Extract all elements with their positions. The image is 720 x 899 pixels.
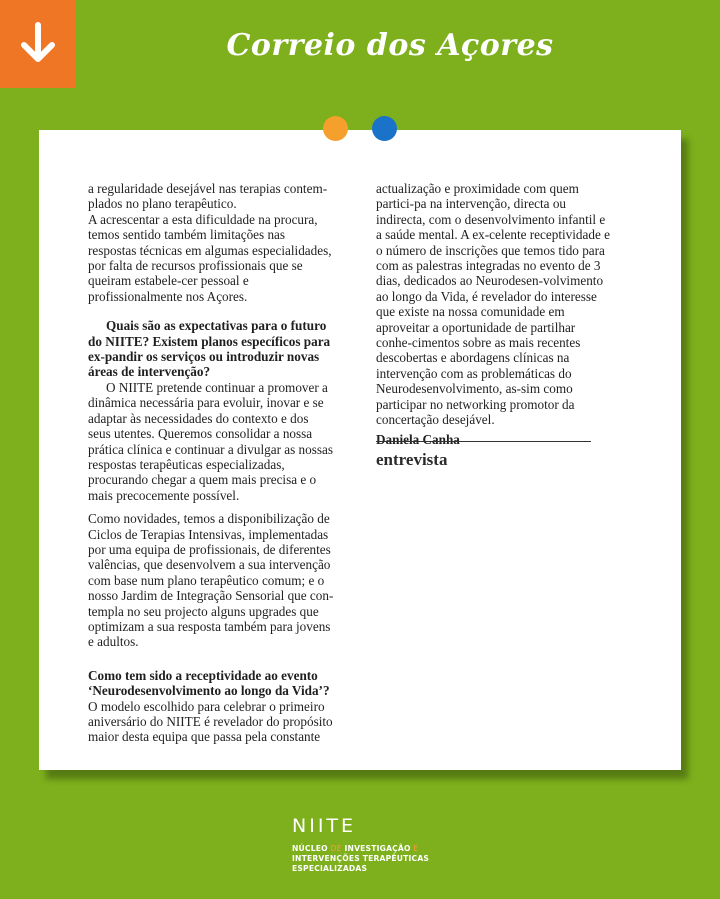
tagline-accent: DE: [330, 844, 342, 853]
section-divider: [376, 441, 591, 442]
tagline-text: INTERVENÇÕES TERAPÊUTICAS: [292, 854, 430, 863]
interview-question: Quais são as expectativas para o futuro do NIITE? Existem planos específicos para ex-pandir os serviços ou introduzir novas áreas de intervenção?: [88, 318, 331, 380]
orange-dot: [323, 116, 348, 141]
tagline-accent: E: [413, 844, 419, 853]
paragraph: A acrescentar a esta dificuldade na procura, temos sentido também limitações nas respostas técnicas em algumas especialidades, por falta de recursos profissionais que se queiram estabele-cer pessoal e profissionalmente nos Açores.: [88, 211, 332, 304]
paragraph: actualização e proximidade com quem partici-pa na intervenção, directa ou indirecta, com o desenvolvimento infantil e a saúde mental. A ex-celente receptividade e o número de inscrições que temos tido para com as palestras integradas no evento de 3 dias, dedicados ao Neurodesen-volvimento ao longo da Vida, é revelador do interesse que existe na nossa comunidade em aproveitar a oportunidade de partilhar conhe-cimentos sobre as mais recentes descobertas e abordagens clínicas na intervenção com as problemáticas do Neurodesenvolvimento, as-sim como participar no networking promotor da concertação desejável.: [376, 181, 610, 428]
paragraph: Como novidades, temos a disponibilização de Ciclos de Terapias Intensivas, implementadas por uma equipa de profissionais, de diferentes valências, que desenvolvem a sua intervenção com base num plano terapêutico comum; e o nosso Jardim de Integração Sensorial que con-templa no seu projecto alguns upgrades que optimizam a sua resposta também para jovens e adultos.: [88, 511, 334, 650]
paragraph: O modelo escolhido para celebrar o primeiro aniversário do NIITE é revelador do propósito maior desta equipa que passa pela constante: [88, 698, 333, 745]
masthead-title: Correio dos Açores: [226, 28, 554, 63]
download-button[interactable]: [0, 0, 76, 88]
section-label: entrevista: [376, 450, 448, 469]
tagline-text: INVESTIGAÇÃO: [341, 844, 414, 853]
paragraph: a regularidade desejável nas terapias contem- plados no plano terapêutico.: [88, 181, 328, 212]
blue-dot: [372, 116, 397, 141]
logo-wordmark: NIITE: [292, 815, 357, 837]
article-left-column: [88, 181, 334, 745]
article-right-column: [376, 181, 612, 447]
arrow-down-icon: [18, 21, 58, 67]
tagline-text: NÚCLEO: [292, 844, 331, 853]
paragraph: O NIITE pretende continuar a promover a dinâmica necessária para evoluir, inovar e se adaptar às necessidades do contexto e dos seus utentes. Queremos consolidar a nossa prática clínica e continuar a divulgar as nossas respostas terapêuticas especializadas, procurando chegar a quem mais precisa e o mais precocemente possível.: [88, 379, 333, 503]
niite-logo: [292, 815, 429, 874]
interview-question: Como tem sido a receptividade ao evento ‘Neurodesenvolvimento ao longo da Vida’?: [88, 667, 330, 699]
tagline-text: ESPECIALIZADAS: [292, 864, 368, 873]
logo-tagline: [292, 844, 429, 874]
author-signature: Daniela Canha: [376, 431, 460, 447]
